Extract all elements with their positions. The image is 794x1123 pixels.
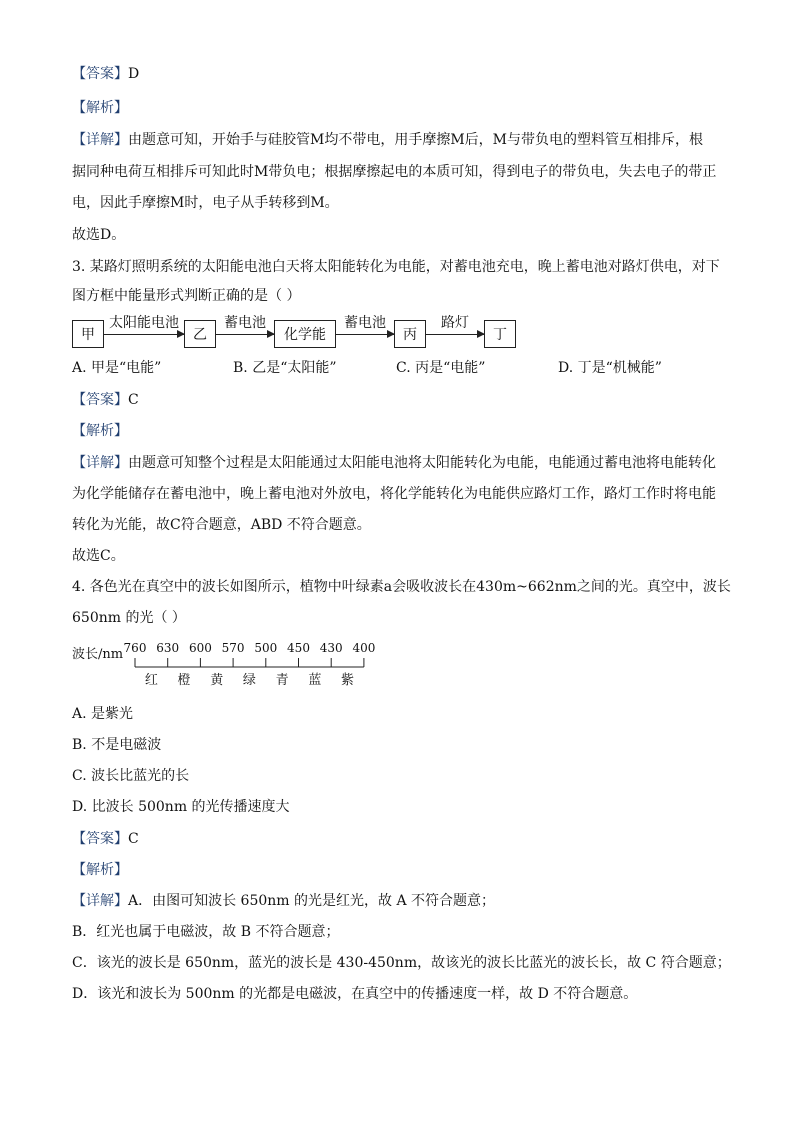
option-c: C. 丙是“电能” (396, 360, 486, 376)
detail-text: 由题意可知，开始手与硅胶管M均不带电，用手摩擦M后，M与带负电的塑料管互相排斥，根 (128, 132, 704, 148)
arrow-label: 蓄电池 (344, 315, 386, 331)
detail-line (72, 891, 495, 911)
conclusion: 故选D。 (72, 227, 126, 243)
box-bing: 丙 (394, 320, 426, 348)
question-stem: 3. 某路灯照明系统的太阳能电池白天将太阳能转化为电能，对蓄电池充电，晚上蓄电池对路灯供电，对下 (72, 259, 720, 275)
detail-line: C．该光的波长是 650nm，蓝光的波长是 430-450nm，故该光的波长比蓝光的波长长，故 C 符合题意； (72, 955, 731, 971)
box-yi: 乙 (184, 320, 216, 348)
scale-tick-label: 600 (188, 641, 212, 655)
detail-line: 电，因此手摩擦M时，电子从手转移到M。 (72, 195, 339, 211)
arrow-label: 太阳能电池 (109, 315, 179, 331)
box-chemical-energy: 化学能 (274, 320, 336, 348)
analysis-label: 【解析】 (72, 862, 128, 878)
scale-tick-label: 450 (287, 641, 310, 655)
scale-tick-label: 430 (319, 641, 343, 655)
scale-ticks (135, 658, 364, 667)
conclusion: 故选C。 (72, 548, 125, 564)
answer-value: C (128, 392, 139, 408)
scale-color-label: 青 (275, 673, 289, 688)
scale-color-label: 橙 (177, 673, 191, 688)
detail-text: 由题意可知整个过程是太阳能通过太阳能电池将太阳能转化为电能，电能通过蓄电池将电能转化 (128, 455, 716, 471)
question-stem: 图方框中能量形式判断正确的是（ ） (72, 288, 301, 304)
answer-label: 【答案】 (72, 392, 128, 408)
arrow-label: 路灯 (441, 315, 469, 331)
scale-color-label: 绿 (242, 673, 256, 688)
answer-label: 【答案】 (72, 831, 128, 847)
detail-line: B．红光也属于电磁波，故 B 不符合题意； (72, 924, 340, 940)
question-stem: 650nm 的光（ ） (72, 610, 186, 626)
answer-line (72, 829, 139, 849)
answer-value: D (128, 66, 140, 82)
scale-color-label: 蓝 (308, 673, 322, 688)
arrow-label: 蓄电池 (224, 315, 266, 331)
option-d: D. 比波长 500nm 的光传播速度大 (72, 799, 290, 815)
box-ding: 丁 (484, 320, 516, 348)
scale-tick-label: 760 (123, 641, 147, 655)
scale-tick-label: 400 (352, 641, 376, 655)
detail-line: D．该光和波长为 500nm 的光都是电磁波，在真空中的传播速度一样，故 D 不符合题意。 (72, 986, 638, 1002)
scale-tick-label: 630 (156, 641, 180, 655)
detail-text: A．由图可知波长 650nm 的光是红光，故 A 不符合题意； (128, 893, 496, 909)
detail-label: 【详解】 (72, 132, 128, 148)
option-d: D. 丁是“机械能” (558, 360, 662, 376)
scale-color-label: 紫 (341, 673, 355, 688)
answer-label: 【答案】 (72, 66, 128, 82)
detail-line: 据同种电荷互相排斥可知此时M带负电；根据摩擦起电的本质可知，得到电子的带负电，失去电子的带正 (72, 164, 717, 180)
option-b: B. 乙是“太阳能” (233, 360, 337, 376)
option-a: A. 甲是“电能” (72, 360, 162, 376)
detail-line: 为化学能储存在蓄电池中，晚上蓄电池对外放电，将化学能转化为电能供应路灯工作，路灯工作时将电能 (72, 486, 716, 502)
analysis-label: 【解析】 (72, 423, 128, 439)
option-a: A. 是紫光 (72, 706, 134, 722)
scale-color-label: 黄 (210, 673, 224, 688)
analysis-label: 【解析】 (72, 100, 128, 116)
detail-label: 【详解】 (72, 455, 128, 471)
box-jia: 甲 (72, 320, 104, 348)
scale-tick-label: 500 (254, 641, 278, 655)
option-b: B. 不是电磁波 (72, 737, 162, 753)
scale-tick-label: 570 (221, 641, 245, 655)
option-c: C. 波长比蓝光的长 (72, 768, 190, 784)
detail-line: 转化为光能，故C符合题意，ABD 不符合题意。 (72, 517, 371, 533)
question-stem: 4. 各色光在真空中的波长如图所示，植物中叶绿素a会吸收波长在430m~662nm之间的光。真空中，波长 (72, 579, 731, 595)
scale-color-label: 红 (144, 673, 158, 688)
scale-axis-label: 波长/nm (72, 647, 124, 662)
detail-label: 【详解】 (72, 893, 128, 909)
answer-value: C (128, 831, 139, 847)
